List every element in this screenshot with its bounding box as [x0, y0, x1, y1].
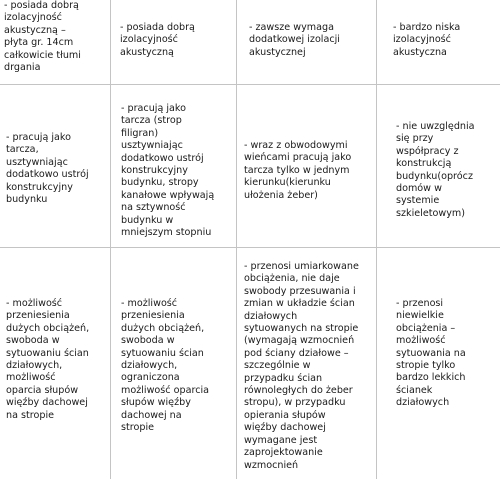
column-divider [110, 0, 111, 479]
table-cell: - możliwość przeniesienia dużych obciążeń, swoboda w sytuowaniu ścian działowych, możliwość oparcia słupów więźby dachowej na stropie [6, 298, 90, 421]
table-cell: - bardzo niska izolacyjność akustyczna [393, 22, 461, 58]
table-cell: - pracują jako tarcza, usztywniając dodatkowo ustrój konstrukcyjny budynku [6, 132, 89, 206]
table-cell: - nie uwzględnia się przy współpracy z konstrukcją budynku(oprócz domów w systemie szkieletowym) [396, 121, 475, 219]
table-cell: - posiada dobrą izolacyjność akustyczną [120, 22, 195, 58]
table-cell: - przenosi umiarkowane obciążenia, nie daje swobody przesuwania i zmian w układzie ścian działowych sytuowanych na stropie (wymagają wzmocnień pod ściany działowe – szczególnie w przypadku ścian równoległych do żeber stropu), w przypadku opierania słupów więźby dachowej wymagane jest zaprojektowanie wzmocnień [244, 261, 359, 471]
table-cell: - zawsze wymaga dodatkowej izolacji akustycznej [249, 22, 340, 58]
column-divider [376, 0, 377, 479]
table-cell: - przenosi niewielkie obciążenia – możliwość sytuowania na stropie tylko bardzo lekkich ścianek działowych [396, 298, 466, 409]
row-divider [0, 84, 500, 85]
column-divider [236, 0, 237, 479]
table-cell: - posiada dobrą izolacyjność akustyczną – płyta gr. 14cm całkowicie tłumi drgania [4, 0, 81, 74]
table-cell: - pracują jako tarcza (strop filigran) usztywniając dodatkowo ustrój konstrukcyjny budynku, stropy kanałowe wpływają na sztywność budynku w mniejszym stopniu [121, 103, 215, 239]
table-cell: - wraz z obwodowymi wieńcami pracują jako tarcza tylko w jednym kierunku(kierunku ułożenia żeber) [244, 140, 352, 201]
row-divider [0, 247, 500, 248]
table-cell: - możliwość przeniesienia dużych obciążeń, swoboda w sytuowaniu ścian działowych, ograniczona możliwość oparcia słupów więźby dachowej na stropie [121, 298, 210, 434]
